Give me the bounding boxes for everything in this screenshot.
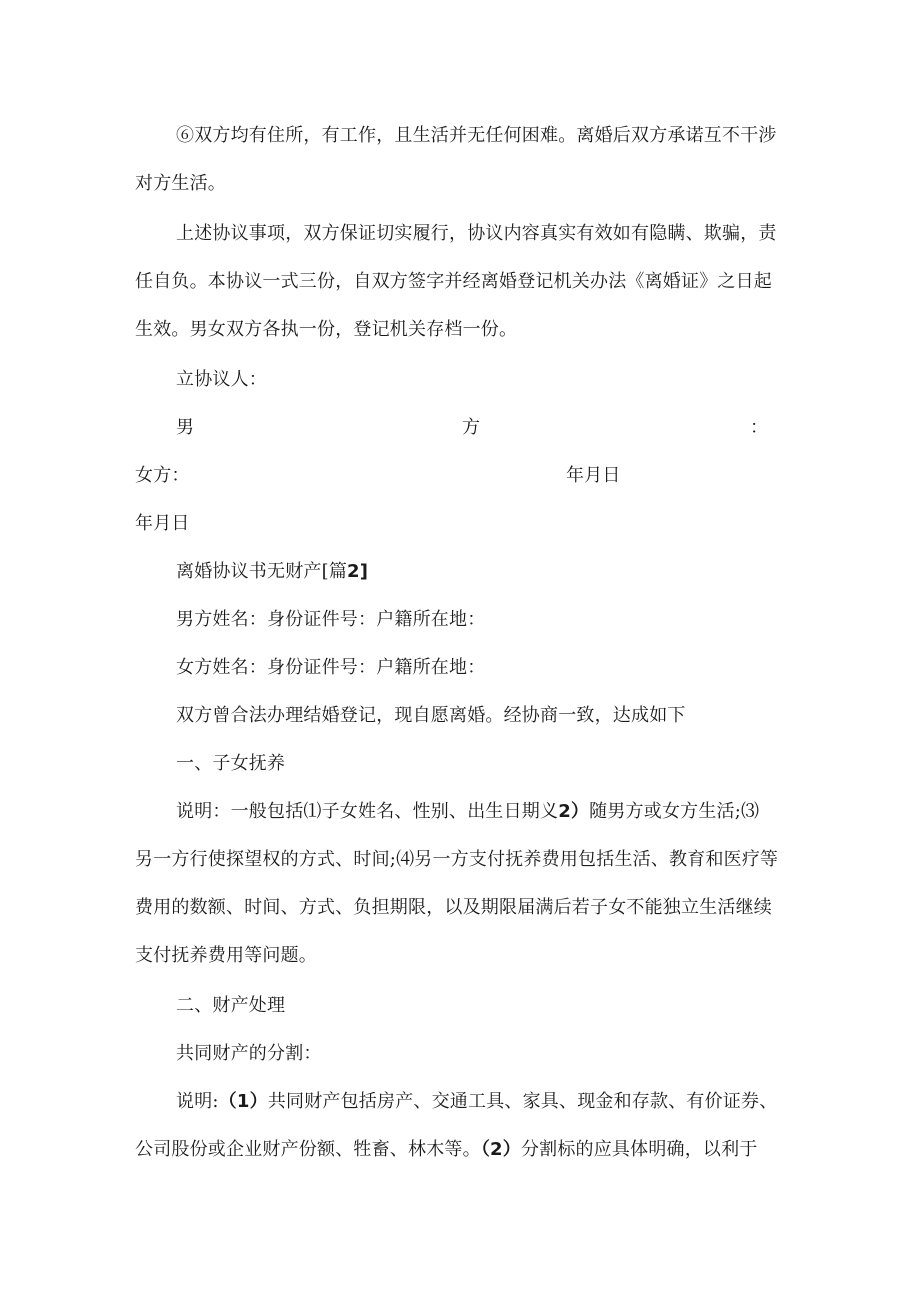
paragraph-text: 分割标的应具体明确，以利于 (520, 1139, 758, 1160)
paragraph-line: 上述协议事项，双方保证切实履行，协议内容真实有效如有隐瞒、欺骗，责 (176, 223, 777, 244)
paragraph-line: 生效。男女双方各执一份，登记机关存档一份。 (135, 319, 518, 340)
paragraph-line: 另一方行使探望权的方式、时间;⑷另一方支付抚养费用包括生活、教育和医疗等 (135, 849, 779, 870)
section-heading: 一、子女抚养 (176, 753, 286, 774)
paragraph-line: 支付抚养费用等问题。 (135, 945, 317, 966)
paragraph-line: 共同财产的分割： (176, 1043, 322, 1064)
item-number: 2） (558, 801, 590, 822)
section-title-text: 离婚协议书无财产[篇 (176, 561, 348, 582)
section-number: 2] (347, 561, 369, 582)
paragraph-line: 女方姓名：身份证件号：户籍所在地： (176, 657, 486, 678)
paragraph-text: 公司股份或企业财产份额、牲畜、林木等。 (135, 1139, 481, 1160)
section-title (176, 560, 368, 584)
paragraph-text: 随男方或女方生活;⑶ (589, 801, 760, 822)
signature-female: 女方： (135, 465, 190, 486)
paragraph-line (135, 1138, 758, 1162)
paragraph-line: ⑥双方均有住所，有工作，且生活并无任何困难。离婚后双方承诺互不干涉 (176, 125, 777, 146)
paragraph-line: 费用的数额、时间、方式、负担期限，以及期限届满后若子女不能独立生活继续 (135, 897, 772, 918)
paragraph-line: 任自负。本协议一式三份，自双方签字并经离婚登记机关办法《离婚证》之日起 (135, 271, 772, 292)
item-number: （2） (480, 1139, 521, 1160)
signature-date: 年月日 (566, 465, 621, 486)
paragraph-line: 对方生活。 (135, 173, 226, 194)
signature-male-char1: 男 (176, 417, 195, 438)
paragraph-text: 说明：一般包括⑴子女姓名、性别、出生日期义 (176, 801, 559, 822)
signature-male-colon: ： (750, 417, 769, 438)
paragraph-line: 双方曾合法办理结婚登记，现自愿离婚。经协商一致，达成如下 (176, 705, 686, 726)
item-number: （1） (218, 1091, 268, 1112)
paragraph-line (176, 800, 759, 824)
signature-date: 年月日 (135, 513, 190, 534)
section-heading: 二、财产处理 (176, 995, 286, 1016)
paragraph-text: 共同财产包括房产、交通工具、家具、现金和存款、有价证券、 (267, 1091, 778, 1112)
paragraph-line (176, 1090, 777, 1114)
paragraph-line: 男方姓名：身份证件号：户籍所在地： (176, 609, 486, 630)
paragraph-text: 说明: (176, 1091, 219, 1112)
signature-male-char2: 方 (462, 417, 481, 438)
paragraph-line: 立协议人： (176, 369, 267, 390)
